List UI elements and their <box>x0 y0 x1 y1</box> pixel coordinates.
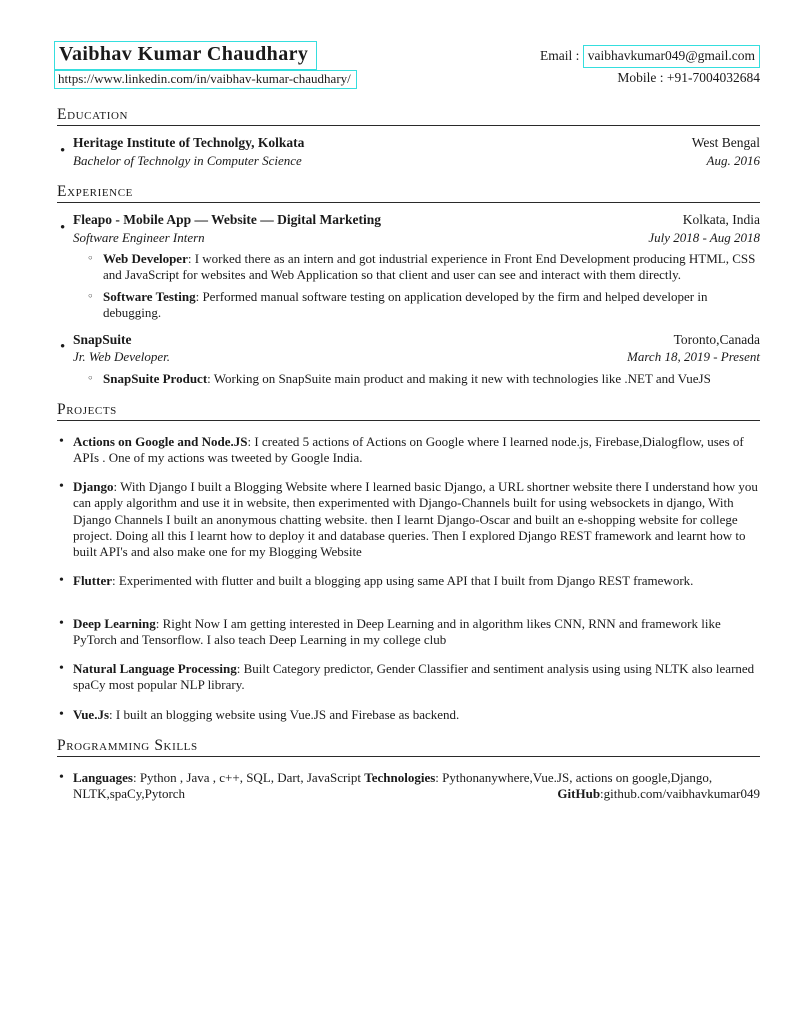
circle-bullet-icon: ◦ <box>87 251 94 266</box>
experience-bullet <box>57 251 760 283</box>
job-title: Software Engineer Intern <box>73 229 205 245</box>
degree: Bachelor of Technolgy in Computer Science <box>73 152 302 168</box>
email-link[interactable]: vaibhavkumar049@gmail.com <box>583 45 760 68</box>
header <box>54 41 760 89</box>
bullet-icon: • <box>60 142 66 159</box>
email-label: Email : <box>539 48 583 63</box>
bullet-label: SnapSuite Product <box>103 370 208 386</box>
project-label: Flutter <box>73 573 112 589</box>
project-label: Django <box>73 479 114 495</box>
bullet-label: Web Developer <box>103 251 188 267</box>
section-experience <box>57 183 760 386</box>
technologies-label: Technologies <box>364 769 436 785</box>
job-dates: July 2018 - Aug 2018 <box>648 229 760 245</box>
bullet-icon: • <box>59 573 64 589</box>
bullet-icon: • <box>59 479 64 495</box>
project-label: Deep Learning <box>73 615 156 631</box>
project-item <box>57 479 760 560</box>
mobile-number: +91-7004032684 <box>666 70 760 86</box>
bullet-icon: • <box>60 338 66 355</box>
email-line <box>540 45 760 68</box>
header-contact <box>540 41 760 89</box>
company-name: SnapSuite <box>73 331 132 347</box>
experience-entry <box>57 211 760 321</box>
section-projects <box>57 401 760 723</box>
project-item <box>57 707 760 723</box>
job-dates: March 18, 2019 - Present <box>627 349 760 365</box>
project-text: : I created 5 actions of Actions on Google where I learned node.js, Firebase,Dialogflow, uses of APIs . One of my actions was tweeted by Google India. <box>73 433 744 465</box>
bullet-text: : Performed manual software testing on application developed by the firm and helped developer in debugging. <box>103 288 708 320</box>
languages-label: Languages <box>73 769 133 785</box>
name-link-box[interactable] <box>54 41 317 70</box>
project-text: : Experimented with flutter and built a blogging app using same API that I built from Django REST framework. <box>111 573 694 589</box>
skills-item <box>57 770 760 803</box>
project-item <box>57 434 760 467</box>
project-label: Actions on Google and Node.JS <box>73 433 248 449</box>
section-education <box>57 106 760 169</box>
header-identity <box>54 41 357 89</box>
person-name: Vaibhav Kumar Chaudhary <box>59 43 309 65</box>
section-title-experience: Experience <box>57 183 760 203</box>
circle-bullet-icon: ◦ <box>87 370 94 385</box>
github-label: GitHub <box>557 786 601 802</box>
project-item <box>57 661 760 694</box>
experience-entry <box>57 331 760 387</box>
section-title-education: Education <box>57 106 760 126</box>
circle-bullet-icon: ◦ <box>87 288 94 303</box>
project-text: : Built Category predictor, Gender Classifier and sentiment analysis using using NLTK also learned spaCy most popular NLP library. <box>73 661 755 693</box>
technologies-text: : Pythonanywhere,Vue.JS, actions on google,Django, NLTK,spaCy,Pytorch <box>73 769 713 802</box>
project-label: Vue.Js <box>73 706 110 722</box>
school-location: West Bengal <box>691 135 760 150</box>
bullet-icon: • <box>59 433 64 449</box>
bullet-text: : Working on SnapSuite main product and making it new with technologies like .NET and VueJS <box>207 370 711 386</box>
mobile-line <box>540 68 760 88</box>
linkedin-link[interactable]: https://www.linkedin.com/in/vaibhav-kumar-chaudhary/ <box>54 70 357 89</box>
project-text: : With Django I built a Blogging Website where I learned basic Django, a URL shortner website there I understand how you can apply algorithm and use it in website, then experimented with Django-Channels built for using websockets in django, With Django Channels I built an anonymous chatting website. then I learnt Django-Oscar and built an e-shopping website for college project. Doing all this I learnt how to deploy it and database queries. Then I explored Django REST framework and learnt how to built API's and also make one for my Blogging Website <box>73 479 758 560</box>
project-text: : Right Now I am getting interested in Deep Learning and in algorithm likes CNN, RNN and framework like PyTorch and Tensorflow. I also teach Deep Learning in my college club <box>73 615 721 647</box>
project-item <box>57 616 760 649</box>
section-skills <box>57 737 760 803</box>
company-location: Kolkata, India <box>682 212 760 228</box>
education-dates: Aug. 2016 <box>706 152 760 168</box>
github-line <box>557 786 760 802</box>
company-name: Fleapo - Mobile App — Website — Digital Marketing <box>73 212 381 228</box>
mobile-label: Mobile : <box>617 70 667 86</box>
section-title-projects: Projects <box>57 401 760 421</box>
education-entry <box>57 134 760 169</box>
bullet-icon: • <box>59 769 64 785</box>
company-location: Toronto,Canada <box>673 331 760 347</box>
project-item <box>57 573 760 589</box>
experience-bullet <box>57 289 760 321</box>
project-label: Natural Language Processing <box>73 661 237 677</box>
section-title-skills: Programming Skills <box>57 737 760 757</box>
bullet-icon: • <box>59 615 64 631</box>
bullet-label: Software Testing <box>103 288 196 304</box>
project-text: : I built an blogging website using Vue.JS and Firebase as backend. <box>109 706 460 722</box>
experience-bullet <box>57 371 760 387</box>
bullet-icon: • <box>59 661 64 677</box>
bullet-icon: • <box>59 706 64 722</box>
github-text: :github.com/vaibhavkumar049 <box>600 786 760 802</box>
bullet-text: : I worked there as an intern and got industrial experience in Front End Development producing HTML, CSS and JavaScript for websites and Web Application so that client and user can see and interact with them directly. <box>103 251 756 283</box>
languages-text: : Python , Java , c++, SQL, Dart, JavaScript <box>132 769 365 785</box>
job-title: Jr. Web Developer. <box>73 349 170 365</box>
school-name: Heritage Institute of Technolgy, Kolkata <box>73 135 305 150</box>
bullet-icon: • <box>60 219 66 236</box>
